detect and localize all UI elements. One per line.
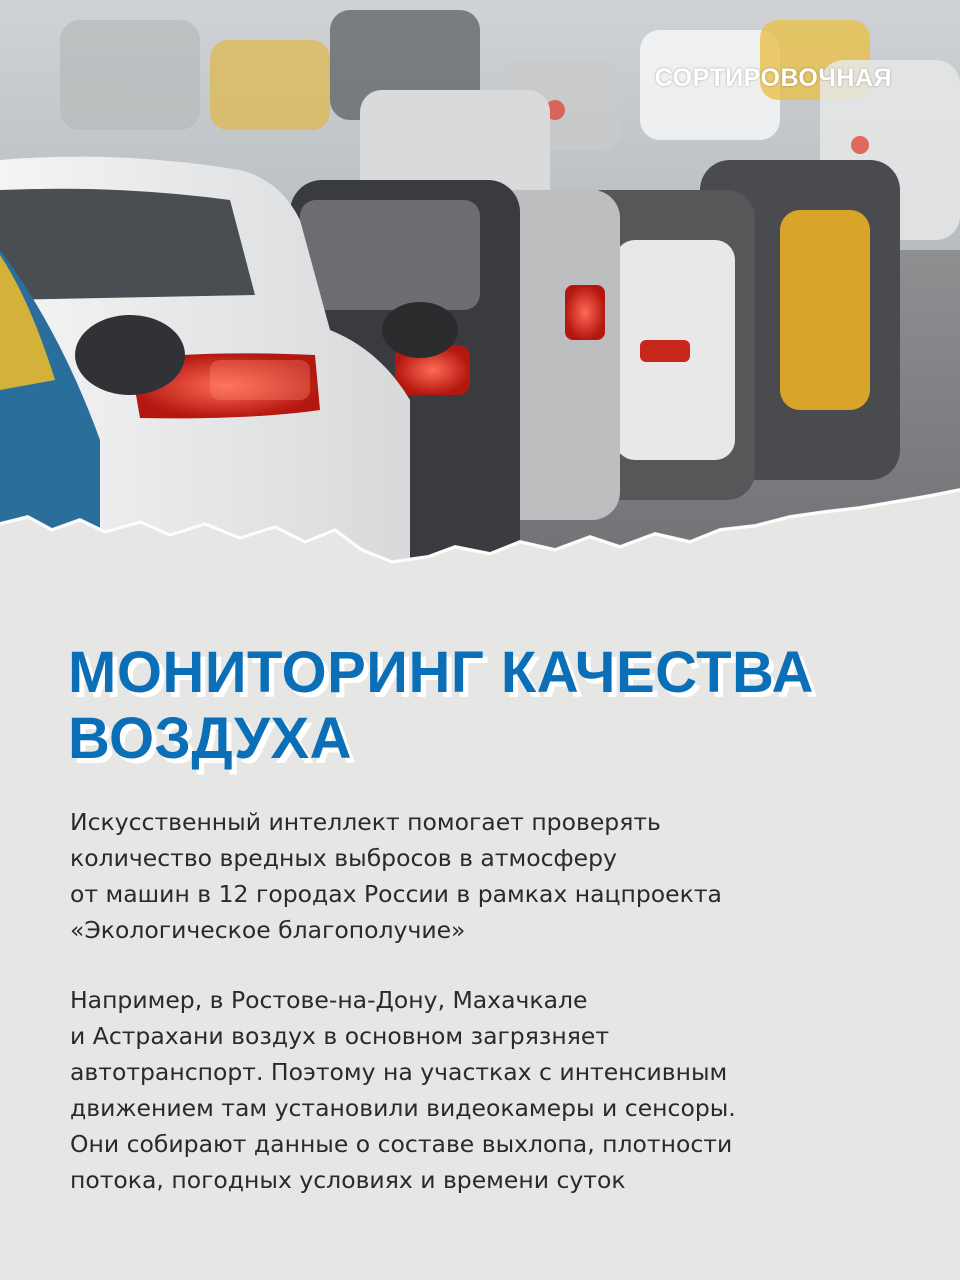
body-paragraph-1: Искусственный интеллект помогает проверять количество вредных выбросов в атмосферу от машин в 12 городах России в рамках нацпроекта «Экологическое благополучие» bbox=[70, 808, 722, 944]
body-paragraph-2: Например, в Ростове-на-Дону, Махачкале и Астрахани воздух в основном загрязняет автотранспорт. Поэтому на участках с интенсивным движением там установили видеокамеры и сенсоры. Они собирают данные о составе выхлопа, плотности потока, погодных условиях и времени суток bbox=[70, 986, 736, 1194]
page-title: МОНИТОРИНГ КАЧЕСТВА ВОЗДУХА bbox=[68, 640, 814, 771]
brand-label: СОРТИРОВОЧНАЯ bbox=[654, 64, 892, 92]
